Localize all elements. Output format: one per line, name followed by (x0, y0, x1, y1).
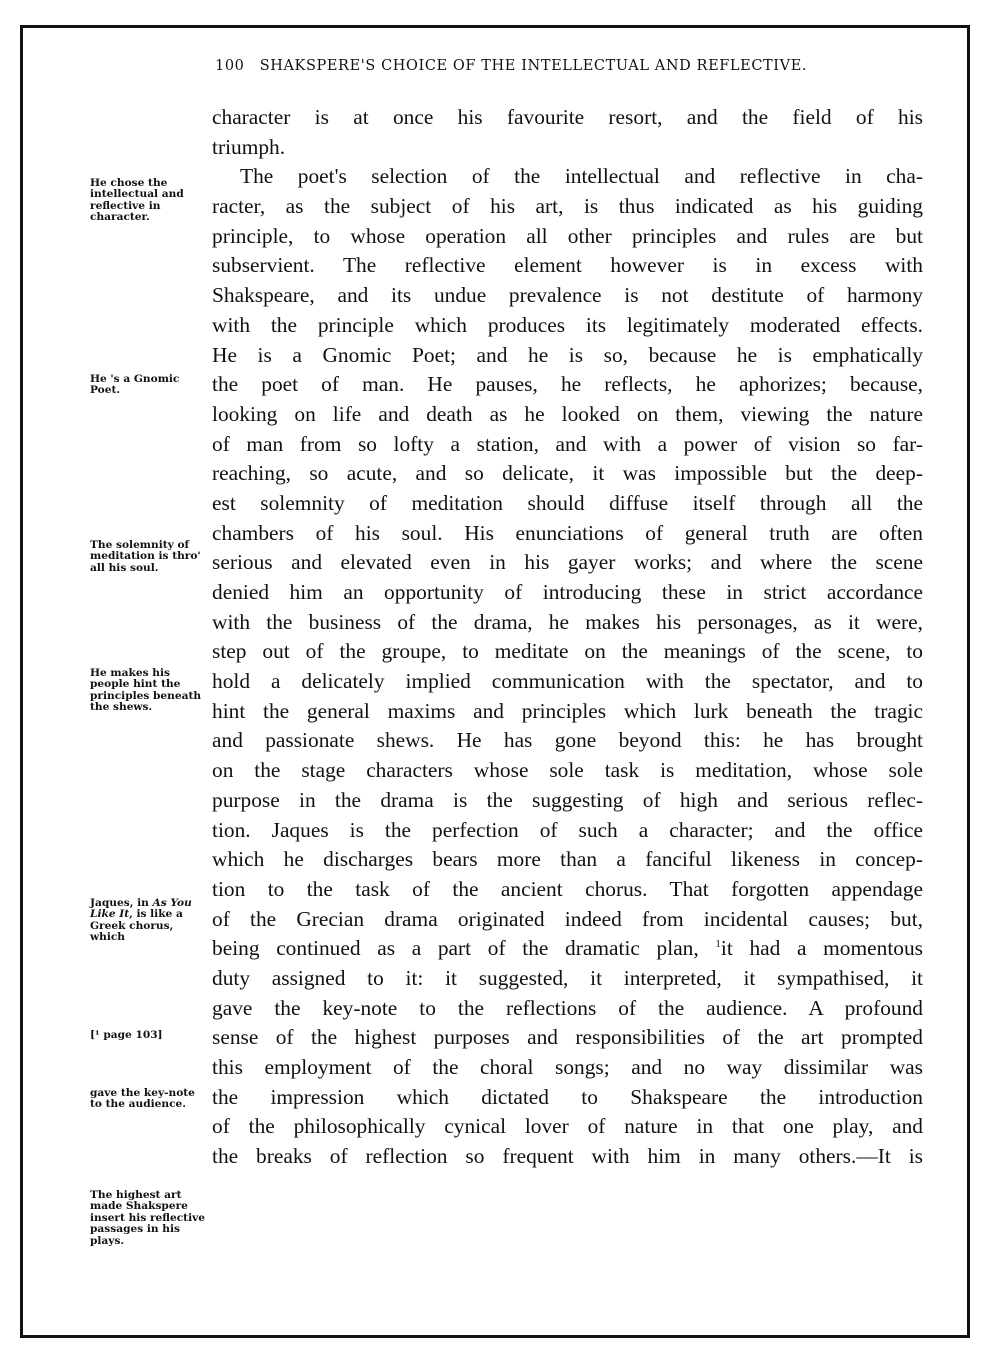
running-title: SHAKSPERE'S CHOICE OF THE INTELLECTUAL AND REFLECTIVE. (259, 58, 808, 74)
text-line: hold a delicately implied communication with the spectator, and to (212, 669, 923, 694)
margin-note: gave the key-note to the audience. (90, 1087, 195, 1111)
margin-note: He chose the intellectual and reflective in character. (90, 177, 184, 224)
margin-note: He makes his people hint the principles beneath the shews. (90, 667, 202, 714)
text-line: looking on life and death as he looked on them, viewing the nature (212, 401, 923, 426)
page-number: 100 (215, 58, 245, 74)
text-line: The poet's selection of the intellectual and reflective in cha- (240, 164, 923, 189)
text-line: reaching, so acute, and so delicate, it was impossible but the deep- (212, 461, 923, 486)
footnote-marker[interactable]: 1 (715, 938, 721, 951)
text-line: Shakspeare, and its undue prevalence is not destitute of harmony (212, 283, 923, 308)
text-line: racter, as the subject of his art, is thus indicated as his guiding (212, 194, 923, 219)
play-title: As You Like It (90, 897, 192, 921)
text-line: denied him an opportunity of introducing these in strict accordance (212, 580, 923, 604)
text-line: this employment of the choral songs; and no way dissimilar was (212, 1055, 923, 1079)
text-line: which he discharges bears more than a fanciful likeness in concep- (212, 847, 923, 872)
margin-note: The solemnity of meditation is thro' all his soul. (90, 539, 201, 574)
text-line: with the business of the drama, he makes his personages, as it were, (212, 609, 923, 634)
text-segment: it had a momentous (720, 936, 923, 961)
text-line-with-footnote (212, 934, 923, 964)
text-line: gave the key-note to the reflections of the audience. A profound (212, 995, 923, 1020)
text-line: duty assigned to it: it suggested, it interpreted, it sympathised, it (212, 965, 923, 990)
text-line: of man from so lofty a station, and with a power of vision so far- (212, 431, 923, 456)
text-line: est solemnity of meditation should diffuse itself through all the (212, 490, 923, 515)
text-line: purpose in the drama is the suggesting of high and serious reflec- (212, 787, 923, 812)
running-head (215, 58, 935, 74)
text-line: of the philosophically cynical lover of nature in that one play, and (212, 1114, 923, 1139)
margin-note-text: Jaques, in (90, 897, 149, 909)
text-line: the impression which dictated to Shakspeare the introduction (212, 1084, 923, 1109)
text-line: He is a Gnomic Poet; and he is so, because he is emphatically (212, 342, 923, 367)
text-line: sense of the highest purposes and responsibilities of the art prompted (212, 1025, 923, 1050)
margin-note: He 's a Gnomic Poet. (90, 373, 180, 397)
margin-note (90, 898, 210, 944)
text-line: chambers of his soul. His enunciations of general truth are often (212, 520, 923, 545)
text-line: triumph. (212, 134, 286, 159)
margin-note: The highest art made Shakspere insert his reflective passages in his plays. (90, 1189, 206, 1247)
text-line: tion. Jaques is the perfection of such a character; and the office (212, 817, 923, 842)
text-line: serious and elevated even in his gayer works; and where the scene (212, 550, 923, 575)
text-line: character is at once his favourite resort, and the field of his (212, 105, 923, 129)
text-line: of the Grecian drama originated indeed from incidental causes; but, (212, 906, 923, 931)
body-text (212, 103, 923, 1172)
text-line: with the principle which produces its legitimately moderated effects. (212, 312, 923, 337)
text-segment: being continued as a part of the dramatic plan, (212, 936, 716, 961)
text-line: and passionate shews. He has gone beyond this: he has brought (212, 728, 923, 753)
text-line: the poet of man. He pauses, he reflects, he aphorizes; because, (212, 372, 923, 397)
text-line: the breaks of reflection so frequent with him in many others.—It is (212, 1144, 923, 1169)
footnote-reference: [¹ page 103] (90, 1029, 163, 1041)
margin-note-text: , is like a Greek chorus, which (90, 908, 183, 944)
text-line: tion to the task of the ancient chorus. That forgotten appendage (212, 876, 923, 901)
text-line: step out of the groupe, to meditate on the meanings of the scene, to (212, 639, 923, 664)
text-line: principle, to whose operation all other principles and rules are but (212, 223, 923, 248)
text-line: on the stage characters whose sole task is meditation, whose sole (212, 758, 923, 783)
text-line: hint the general maxims and principles which lurk beneath the tragic (212, 698, 923, 723)
text-line: subservient. The reflective element however is in excess with (212, 253, 923, 278)
